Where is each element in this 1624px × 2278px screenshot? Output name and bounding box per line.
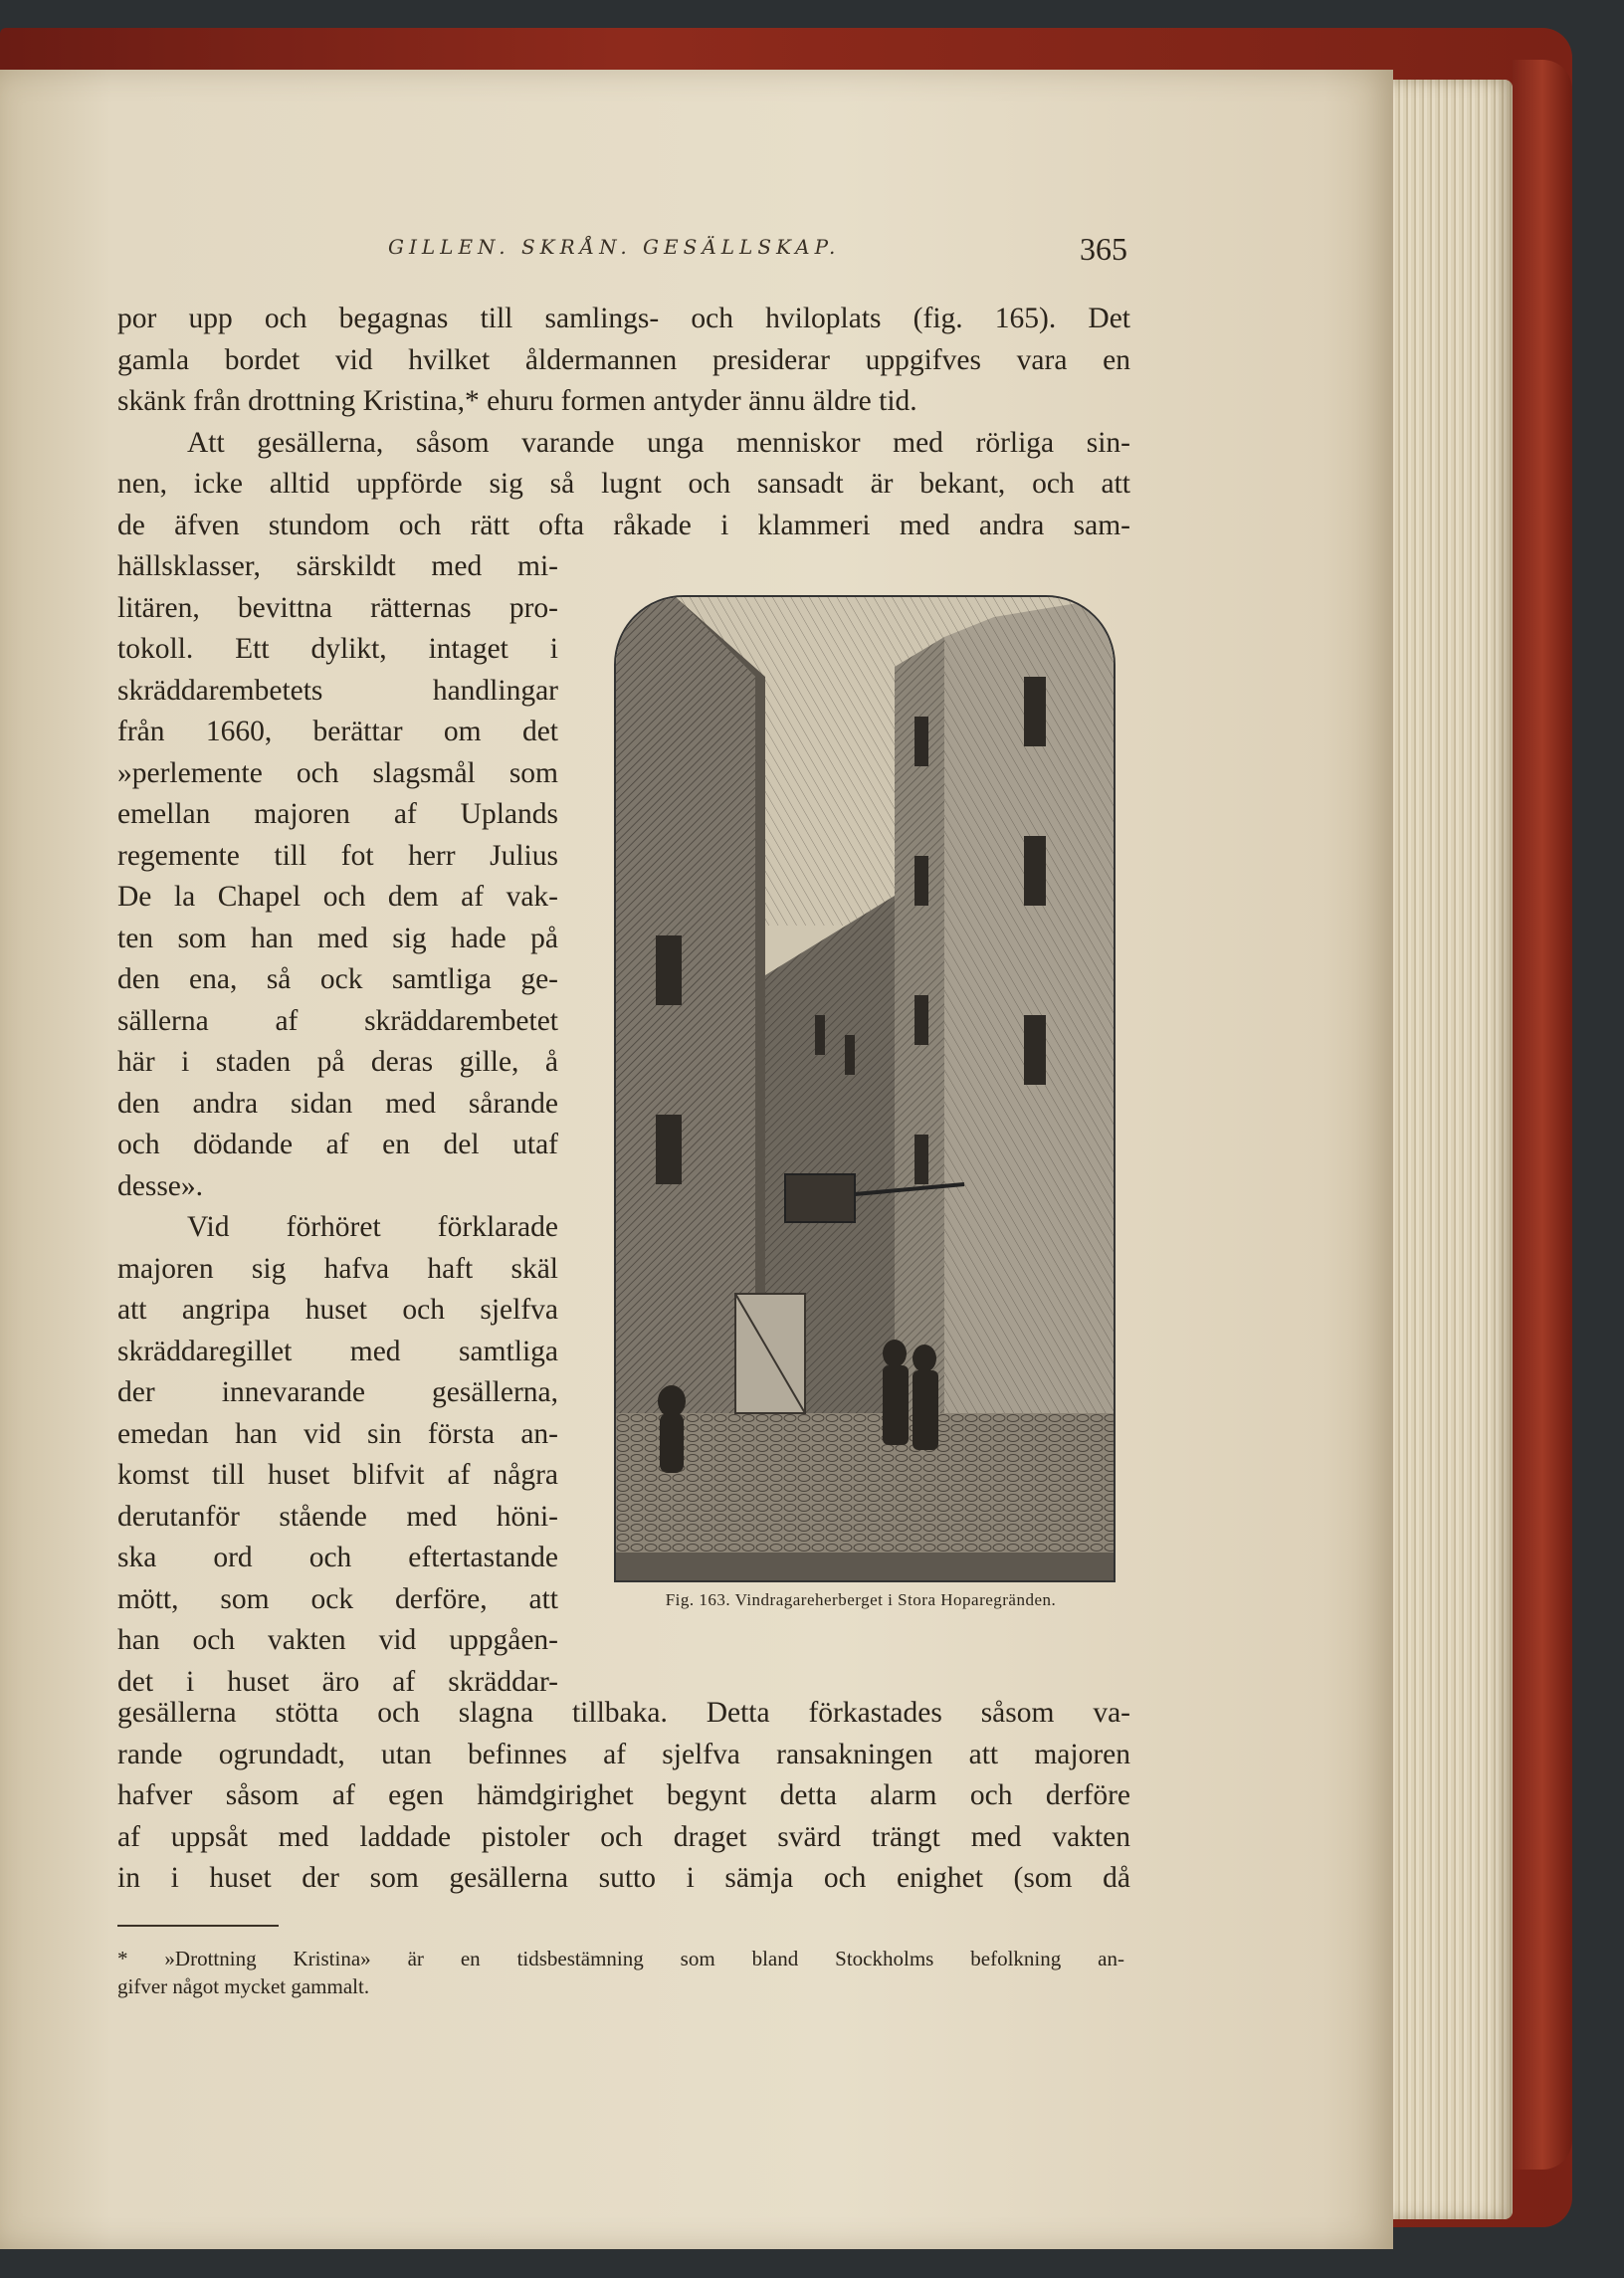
- text-line: skräddaregillet med samtliga: [117, 1335, 558, 1367]
- footnote-line: * »Drottning Kristina» är en tidsbestämning som bland Stockholms befolkning an-: [117, 1947, 1124, 1970]
- text-line: rande ogrundadt, utan befinnes af sjelfva ransakningen att majoren: [117, 1738, 1130, 1770]
- text-line: den ena, så ock samtliga ge-: [117, 963, 558, 995]
- body-text-column: [117, 546, 558, 1703]
- engraving-illustration: [614, 595, 1116, 1582]
- text-line: Vid förhöret förklarade: [187, 1211, 558, 1243]
- text-line: att angripa huset och sjelfva: [117, 1294, 558, 1326]
- text-line: ten som han med sig hade på: [117, 922, 558, 954]
- text-line: här i staden på deras gille, å: [117, 1046, 558, 1078]
- text-line: han och vakten vid uppgåen-: [117, 1624, 558, 1656]
- text-line: det i huset äro af skräddar-: [117, 1665, 558, 1698]
- text-line: regemente till fot herr Julius: [117, 839, 558, 872]
- text-line: mött, som ock derföre, att: [117, 1582, 558, 1615]
- text-line: hällsklasser, särskildt med mi-: [117, 550, 558, 582]
- text-line: och dödande af en del utaf: [117, 1129, 558, 1160]
- text-line: litären, bevittna rätternas pro-: [117, 591, 558, 624]
- text-line: nen, icke alltid uppförde sig så lugnt och sansadt är bekant, och att: [117, 468, 1130, 500]
- text-line: emedan han vid sin första an-: [117, 1417, 558, 1450]
- cover-spine-edge: [1513, 60, 1572, 2170]
- footnote-rule: [117, 1925, 279, 1927]
- footnote-line: gifver något mycket gammalt.: [117, 1974, 370, 1998]
- body-text-top: [117, 299, 1130, 546]
- text-line: skräddarembetets handlingar: [117, 674, 558, 707]
- text-line: gamla bordet vid hvilket åldermannen presiderar uppgifves vara en: [117, 343, 1130, 376]
- running-header: GILLEN. SKRÅN. GESÄLLSKAP.: [388, 235, 841, 259]
- text-line: desse».: [117, 1169, 204, 1202]
- text-line: från 1660, berättar om det: [117, 716, 558, 747]
- text-line: derutanför stående med höni-: [117, 1500, 558, 1533]
- text-line: De la Chapel och dem af vak-: [117, 881, 558, 913]
- text-line: por upp och begagnas till samlings- och hviloplats (fig. 165). Det: [117, 303, 1130, 334]
- text-line: den andra sidan med sårande: [117, 1087, 558, 1120]
- text-line: ska ord och eftertastande: [117, 1542, 558, 1573]
- text-line: de äfven stundom och rätt ofta råkade i klammeri med andra sam-: [117, 509, 1130, 541]
- page-number: 365: [1080, 231, 1127, 267]
- text-line: in i huset der som gesällerna sutto i sämja och enighet (som då: [117, 1862, 1130, 1894]
- footnote: [117, 1945, 1124, 2000]
- text-line: Att gesällerna, såsom varande unga menniskor med rörliga sin-: [187, 426, 1130, 459]
- body-text-bottom: [117, 1693, 1130, 1900]
- text-line: komst till huset blifvit af några: [117, 1459, 558, 1491]
- text-line: der innevarande gesällerna,: [117, 1376, 558, 1408]
- figure-caption: Fig. 163. Vindragareherberget i Stora Hoparegränden.: [665, 1590, 1057, 1609]
- text-line: emellan majoren af Uplands: [117, 798, 558, 830]
- text-line: skänk från drottning Kristina,* ehuru formen antyder ännu äldre tid.: [117, 385, 917, 417]
- text-line: gesällerna stötta och slagna tillbaka. Detta förkastades såsom va-: [117, 1697, 1130, 1729]
- alley-engraving: [616, 597, 1114, 1580]
- text-line: majoren sig hafva haft skäl: [117, 1252, 558, 1285]
- text-line: tokoll. Ett dylikt, intaget i: [117, 633, 558, 665]
- text-line: sällerna af skräddarembetet: [117, 1004, 558, 1037]
- text-line: af uppsåt med laddade pistoler och draget svärd trängt med vakten: [117, 1820, 1130, 1853]
- text-line: hafver såsom af egen hämdgirighet begynt detta alarm och derföre: [117, 1779, 1130, 1811]
- text-line: »perlemente och slagsmål som: [117, 756, 558, 789]
